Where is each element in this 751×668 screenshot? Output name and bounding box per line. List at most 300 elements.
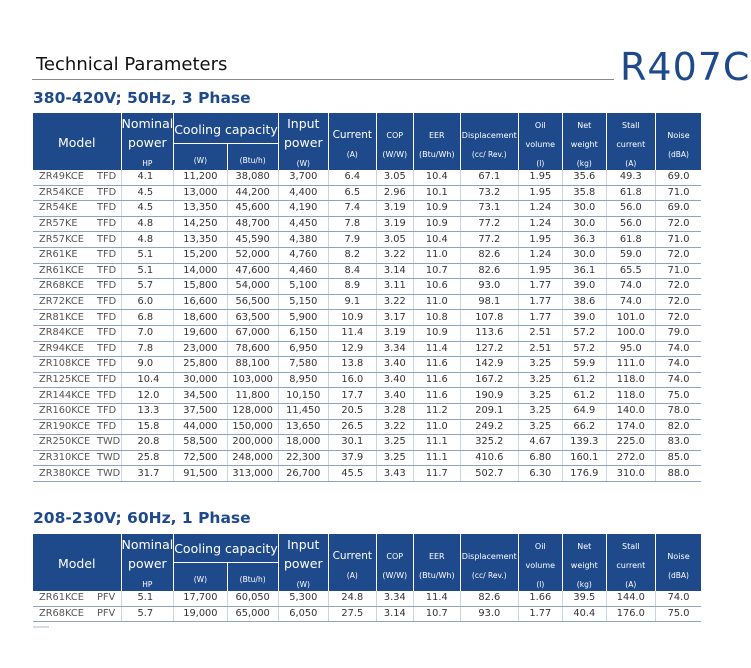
cell-hp: 5.1 [121, 247, 174, 263]
header-input-unit: (W) [296, 159, 310, 168]
table-row [33, 185, 701, 201]
table-row [33, 357, 701, 373]
cell-model: ZR380KCE [33, 466, 95, 482]
cell-model: ZR108KCE [33, 357, 95, 373]
cell-eer: 10.4 [413, 170, 460, 185]
cell-eer: 11.0 [413, 294, 460, 310]
cell-stall: 100.0 [606, 325, 655, 341]
header-cop [376, 113, 413, 171]
cell-input: 6,050 [278, 606, 328, 622]
header-cooling-unit-w [174, 562, 227, 591]
header-volume-label: volume [525, 140, 556, 149]
header-nominal-power [121, 534, 174, 592]
cell-type: TWD [95, 435, 121, 451]
cell-input: 10,150 [278, 388, 328, 404]
header-stall-label: Stall [622, 121, 640, 130]
cell-stall: 74.0 [606, 294, 655, 310]
header-cop-unit: (W/W) [382, 149, 408, 159]
cell-oil: 3.25 [518, 357, 562, 373]
cell-oil: 1.77 [518, 294, 562, 310]
cell-oil: 2.51 [518, 325, 562, 341]
cell-cop: 3.19 [376, 216, 413, 232]
header-oil-volume [518, 113, 562, 171]
cell-cop: 3.40 [376, 357, 413, 373]
cell-w: 14,250 [174, 216, 227, 232]
cell-w: 19,600 [174, 325, 227, 341]
cell-disp: 73.2 [460, 185, 518, 201]
cell-w: 11,200 [174, 170, 227, 185]
table-row [33, 403, 701, 419]
cell-disp: 107.8 [460, 310, 518, 326]
cell-btu: 65,000 [227, 606, 278, 622]
cell-btu: 54,000 [227, 279, 278, 295]
header-row [33, 534, 701, 563]
table-row [33, 310, 701, 326]
header-nominal-unit: HP [142, 580, 153, 589]
header-eer [413, 113, 460, 171]
table-row [33, 450, 701, 466]
cell-stall: 111.0 [606, 357, 655, 373]
cell-eer: 10.1 [413, 185, 460, 201]
cell-model: ZR61KE [33, 247, 95, 263]
cell-noise: 72.0 [655, 279, 701, 295]
header-noise-unit: (dBA) [668, 149, 689, 159]
header-weight-unit: (kg) [576, 580, 592, 589]
cell-stall: 140.0 [606, 403, 655, 419]
cell-weight: 139.3 [562, 435, 606, 451]
cell-current: 9.1 [328, 294, 376, 310]
header-current-unit: (A) [346, 149, 358, 159]
header-power-label: power [128, 556, 167, 571]
cell-oil: 1.24 [518, 201, 562, 217]
cell-type: TWD [95, 450, 121, 466]
cell-stall: 56.0 [606, 216, 655, 232]
cell-type: TFD [95, 419, 121, 435]
cell-hp: 9.0 [121, 357, 174, 373]
cell-weight: 30.0 [562, 247, 606, 263]
cell-model: ZR144KCE [33, 388, 95, 404]
header-input-power [278, 534, 328, 592]
header-current-unit: (A) [346, 570, 358, 580]
cell-type: TFD [95, 247, 121, 263]
cell-cop: 3.22 [376, 247, 413, 263]
cell-hp: 5.1 [121, 591, 174, 606]
cell-weight: 57.2 [562, 341, 606, 357]
cell-btu: 67,000 [227, 325, 278, 341]
cell-eer: 11.6 [413, 372, 460, 388]
cell-btu: 48,700 [227, 216, 278, 232]
header-eer [413, 534, 460, 592]
cell-disp: 190.9 [460, 388, 518, 404]
header-stall-label: Stall [622, 542, 640, 551]
cell-disp: 82.6 [460, 591, 518, 606]
cell-current: 6.4 [328, 170, 376, 185]
cell-cop: 3.25 [376, 435, 413, 451]
cell-hp: 25.8 [121, 450, 174, 466]
cell-w: 34,500 [174, 388, 227, 404]
cell-weight: 36.1 [562, 263, 606, 279]
cell-current: 8.4 [328, 263, 376, 279]
cell-model: ZR49KCE [33, 170, 95, 185]
cell-w: 72,500 [174, 450, 227, 466]
cell-type: TWD [95, 466, 121, 482]
cell-model: ZR72KCE [33, 294, 95, 310]
cell-btu: 11,800 [227, 388, 278, 404]
cell-stall: 225.0 [606, 435, 655, 451]
table-row [33, 341, 701, 357]
cell-weight: 160.1 [562, 450, 606, 466]
cell-btu: 88,100 [227, 357, 278, 373]
cell-w: 13,000 [174, 185, 227, 201]
cell-model: ZR190KCE [33, 419, 95, 435]
cell-current: 30.1 [328, 435, 376, 451]
cell-input: 11,450 [278, 403, 328, 419]
cell-stall: 310.0 [606, 466, 655, 482]
cell-input: 6,950 [278, 341, 328, 357]
cell-weight: 36.3 [562, 232, 606, 248]
cell-oil: 4.67 [518, 435, 562, 451]
cell-cop: 3.34 [376, 591, 413, 606]
cell-weight: 61.2 [562, 372, 606, 388]
table-row [33, 435, 701, 451]
cell-noise: 74.0 [655, 341, 701, 357]
cell-current: 7.8 [328, 216, 376, 232]
cell-type: TFD [95, 310, 121, 326]
header-cooling-label: Cooling capacity [174, 121, 278, 137]
cell-btu: 45,590 [227, 232, 278, 248]
cell-input: 13,650 [278, 419, 328, 435]
cell-w: 30,000 [174, 372, 227, 388]
header-displacement-label: Displacement [461, 551, 517, 561]
cell-hp: 6.8 [121, 310, 174, 326]
header-eer-label: EER [428, 551, 445, 561]
cell-oil: 6.30 [518, 466, 562, 482]
cell-hp: 4.8 [121, 216, 174, 232]
cell-stall: 61.8 [606, 232, 655, 248]
cell-disp: 73.1 [460, 201, 518, 217]
cell-cop: 3.19 [376, 201, 413, 217]
cell-oil: 1.77 [518, 279, 562, 295]
cell-eer: 10.4 [413, 232, 460, 248]
cell-noise: 85.0 [655, 450, 701, 466]
cell-cop: 3.17 [376, 310, 413, 326]
header-model [33, 534, 121, 592]
cell-weight: 35.8 [562, 185, 606, 201]
cell-input: 4,190 [278, 201, 328, 217]
header-oil-label: Oil [534, 121, 546, 130]
cell-hp: 7.0 [121, 325, 174, 341]
cell-oil: 1.95 [518, 170, 562, 185]
cell-type: TFD [95, 325, 121, 341]
cell-weight: 40.4 [562, 606, 606, 622]
cell-noise: 72.0 [655, 294, 701, 310]
header-current-label: Current [332, 128, 372, 141]
header-input-unit: (W) [296, 580, 310, 589]
cell-type: TFD [95, 263, 121, 279]
cell-type: TFD [95, 357, 121, 373]
cell-btu: 248,000 [227, 450, 278, 466]
cell-oil: 1.24 [518, 216, 562, 232]
header-cop-label: COP [386, 130, 404, 140]
cell-weight: 39.0 [562, 310, 606, 326]
header-cooling-capacity [174, 534, 279, 563]
table-row [33, 419, 701, 435]
cell-noise: 71.0 [655, 232, 701, 248]
header-current [328, 113, 376, 171]
cell-model: ZR54KE [33, 201, 95, 217]
cell-hp: 5.1 [121, 263, 174, 279]
cell-btu: 200,000 [227, 435, 278, 451]
header-noise-label: Noise [667, 551, 690, 561]
cell-type: TFD [95, 170, 121, 185]
cell-stall: 65.5 [606, 263, 655, 279]
header-cop-label: COP [386, 551, 404, 561]
cell-disp: 410.6 [460, 450, 518, 466]
cell-eer: 10.7 [413, 606, 460, 622]
cell-eer: 10.9 [413, 201, 460, 217]
header-model-label: Model [57, 135, 96, 150]
cell-current: 20.5 [328, 403, 376, 419]
cell-input: 6,150 [278, 325, 328, 341]
cell-weight: 59.9 [562, 357, 606, 373]
cell-noise: 71.0 [655, 185, 701, 201]
cell-btu: 44,200 [227, 185, 278, 201]
cell-disp: 325.2 [460, 435, 518, 451]
cell-eer: 10.9 [413, 325, 460, 341]
table-row [33, 606, 701, 622]
header-displacement [460, 113, 518, 171]
cell-type: TFD [95, 201, 121, 217]
cell-input: 5,300 [278, 591, 328, 606]
cell-current: 27.5 [328, 606, 376, 622]
cell-disp: 167.2 [460, 372, 518, 388]
cooling-unit-btu: (Btu/h) [239, 155, 266, 165]
cell-noise: 82.0 [655, 419, 701, 435]
page-title: Technical Parameters [36, 54, 228, 75]
cell-input: 5,100 [278, 279, 328, 295]
cell-model: ZR160KCE [33, 403, 95, 419]
cell-model: ZR310KCE [33, 450, 95, 466]
cell-cop: 3.43 [376, 466, 413, 482]
cell-cop: 3.22 [376, 294, 413, 310]
cell-model: ZR125KCE [33, 372, 95, 388]
cell-btu: 128,000 [227, 403, 278, 419]
table-header [33, 534, 701, 592]
header-stall-unit: (A) [625, 159, 637, 168]
cell-w: 14,000 [174, 263, 227, 279]
cell-noise: 74.0 [655, 372, 701, 388]
header-model-label: Model [57, 556, 96, 571]
cell-btu: 150,000 [227, 419, 278, 435]
cell-w: 58,500 [174, 435, 227, 451]
header-cooling-unit-btu [227, 144, 278, 170]
table-header [33, 113, 701, 171]
cell-eer: 10.7 [413, 263, 460, 279]
cell-current: 8.2 [328, 247, 376, 263]
cell-input: 26,700 [278, 466, 328, 482]
cell-disp: 502.7 [460, 466, 518, 482]
cell-input: 5,150 [278, 294, 328, 310]
header-noise-label: Noise [667, 130, 690, 140]
cell-w: 15,800 [174, 279, 227, 295]
cell-noise: 75.0 [655, 388, 701, 404]
header-current-label: Current [332, 549, 372, 562]
table-row [33, 466, 701, 482]
table-body [33, 170, 701, 481]
cell-stall: 95.0 [606, 341, 655, 357]
cell-oil: 3.25 [518, 388, 562, 404]
cell-weight: 39.5 [562, 591, 606, 606]
cell-oil: 1.95 [518, 185, 562, 201]
cell-type: TFD [95, 294, 121, 310]
cell-noise: 78.0 [655, 403, 701, 419]
header-displacement-label: Displacement [461, 130, 517, 140]
cell-cop: 3.14 [376, 263, 413, 279]
cell-disp: 98.1 [460, 294, 518, 310]
cell-hp: 15.8 [121, 419, 174, 435]
cell-eer: 11.0 [413, 419, 460, 435]
header-weight-label: weight [570, 140, 598, 149]
cell-type: PFV [95, 591, 121, 606]
cell-eer: 11.0 [413, 247, 460, 263]
cell-weight: 30.0 [562, 216, 606, 232]
cell-hp: 13.3 [121, 403, 174, 419]
cell-stall: 174.0 [606, 419, 655, 435]
cell-input: 18,000 [278, 435, 328, 451]
cell-eer: 11.7 [413, 466, 460, 482]
cell-w: 25,800 [174, 357, 227, 373]
cell-w: 17,700 [174, 591, 227, 606]
header-displacement-unit: (cc/ Rev.) [471, 570, 507, 580]
table-row [33, 294, 701, 310]
cell-eer: 11.4 [413, 341, 460, 357]
cell-oil: 2.51 [518, 341, 562, 357]
cell-current: 7.9 [328, 232, 376, 248]
cell-disp: 82.6 [460, 263, 518, 279]
header-eer-unit: (Btu/Wh) [418, 570, 455, 580]
header-stall-unit: (A) [625, 580, 637, 589]
cell-w: 37,500 [174, 403, 227, 419]
cell-cop: 3.22 [376, 419, 413, 435]
table-row [33, 325, 701, 341]
cell-hp: 12.0 [121, 388, 174, 404]
table-row [33, 263, 701, 279]
cell-w: 23,000 [174, 341, 227, 357]
header-stall-current [606, 113, 655, 171]
cell-stall: 144.0 [606, 591, 655, 606]
cell-disp: 77.2 [460, 232, 518, 248]
cell-btu: 47,600 [227, 263, 278, 279]
table-body [33, 591, 701, 622]
header-cop [376, 534, 413, 592]
header-current [328, 534, 376, 592]
header-nominal-label: Nominal [121, 116, 174, 131]
refrigerant-label: R407C [620, 45, 751, 89]
cell-cop: 3.40 [376, 388, 413, 404]
cell-oil: 3.25 [518, 403, 562, 419]
cell-model: ZR57KE [33, 216, 95, 232]
header-noise [655, 113, 701, 171]
cell-cop: 2.96 [376, 185, 413, 201]
cell-w: 13,350 [174, 201, 227, 217]
cell-noise: 79.0 [655, 325, 701, 341]
cell-stall: 101.0 [606, 310, 655, 326]
cell-noise: 71.0 [655, 263, 701, 279]
cell-disp: 93.0 [460, 279, 518, 295]
cell-input: 3,700 [278, 170, 328, 185]
cell-w: 15,200 [174, 247, 227, 263]
table-row [33, 388, 701, 404]
header-net-label: Net [577, 542, 592, 551]
cell-type: TFD [95, 403, 121, 419]
cell-oil: 1.95 [518, 263, 562, 279]
table-row [33, 591, 701, 606]
cell-model: ZR61KCE [33, 263, 95, 279]
cell-disp: 209.1 [460, 403, 518, 419]
cell-btu: 38,080 [227, 170, 278, 185]
cell-btu: 78,600 [227, 341, 278, 357]
spec-table-208-230v [33, 533, 701, 622]
cell-cop: 3.28 [376, 403, 413, 419]
cell-current: 37.9 [328, 450, 376, 466]
cell-stall: 56.0 [606, 201, 655, 217]
cell-input: 4,380 [278, 232, 328, 248]
cell-btu: 45,600 [227, 201, 278, 217]
cell-input: 22,300 [278, 450, 328, 466]
cell-noise: 74.0 [655, 357, 701, 373]
cell-hp: 4.8 [121, 232, 174, 248]
cell-input: 7,580 [278, 357, 328, 373]
header-cop-unit: (W/W) [382, 570, 408, 580]
cell-disp: 93.0 [460, 606, 518, 622]
cell-weight: 38.6 [562, 294, 606, 310]
cell-cop: 3.05 [376, 170, 413, 185]
cell-model: ZR250KCE [33, 435, 95, 451]
cell-stall: 176.0 [606, 606, 655, 622]
spec-table-380-420v [33, 112, 701, 482]
cell-cop: 3.19 [376, 325, 413, 341]
cell-input: 4,450 [278, 216, 328, 232]
cell-hp: 31.7 [121, 466, 174, 482]
section-heading-380-420v: 380-420V; 50Hz, 3 Phase [33, 89, 251, 107]
cell-eer: 10.8 [413, 310, 460, 326]
cell-cop: 3.11 [376, 279, 413, 295]
header-volume-label: volume [525, 561, 556, 570]
cell-cop: 3.34 [376, 341, 413, 357]
cell-cop: 3.40 [376, 372, 413, 388]
table-row [33, 232, 701, 248]
cell-current: 17.7 [328, 388, 376, 404]
cell-stall: 61.8 [606, 185, 655, 201]
cell-stall: 49.3 [606, 170, 655, 185]
cell-noise: 69.0 [655, 201, 701, 217]
cell-weight: 57.2 [562, 325, 606, 341]
header-displacement [460, 534, 518, 592]
table-row [33, 247, 701, 263]
header-input-label: Input [287, 537, 320, 552]
header-noise [655, 534, 701, 592]
cell-model: ZR61KCE [33, 591, 95, 606]
table-row [33, 170, 701, 185]
cell-eer: 10.6 [413, 279, 460, 295]
cell-w: 13,350 [174, 232, 227, 248]
cell-oil: 3.25 [518, 419, 562, 435]
table-row [33, 216, 701, 232]
cell-btu: 313,000 [227, 466, 278, 482]
cell-btu: 56,500 [227, 294, 278, 310]
cell-disp: 113.6 [460, 325, 518, 341]
cell-type: TFD [95, 341, 121, 357]
